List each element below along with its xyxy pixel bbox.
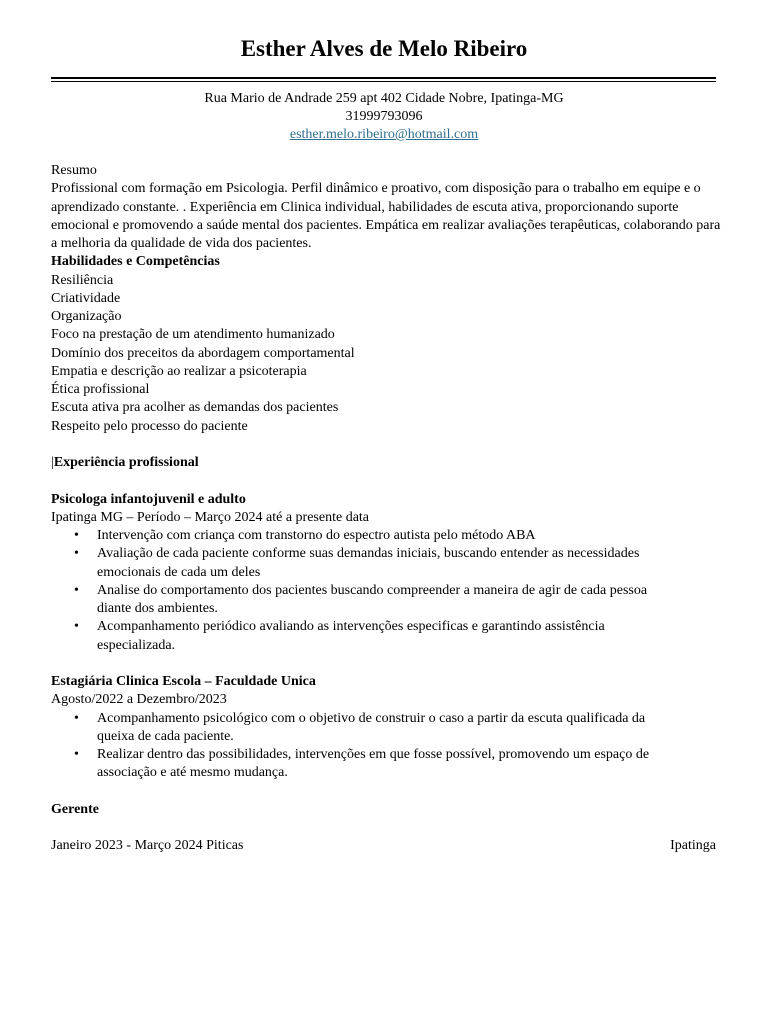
skill-item: Domínio dos preceitos da abordagem comportamental [51, 345, 355, 361]
job-meta: Agosto/2022 a Dezembro/2023 [51, 692, 227, 708]
skill-item: Foco na prestação de um atendimento humanizado [51, 327, 335, 343]
header-divider-thin [51, 81, 716, 82]
job-bullets [51, 710, 721, 783]
job-bullet: • Acompanhamento periódico avaliando as intervenções especificas e garantindo assistência especializada. [51, 618, 721, 655]
skill-item: Respeito pelo processo do paciente [51, 418, 248, 434]
email-line [0, 126, 768, 144]
job-meta-row [51, 837, 716, 855]
summary-text: Profissional com formação em Psicologia. Perfil dinâmico e proativo, com disposição para o trabalho em equipe e o aprendizado constante. . Experiência em Clinica individual, habilidades de escuta ativa, proporcionando suporte emocional e promovendo a saúde mental dos pacientes. Empática em realizar avaliações terapêuticas, colaborando para a melhoria da qualidade de vida dos pacientes. [51, 181, 721, 251]
job-bullet: • Analise do comportamento dos pacientes buscando compreender a maneira de agir de cada pessoa diante dos ambientes. [51, 582, 721, 619]
skill-item: Ética profissional [51, 382, 150, 397]
job-bullet: • Realizar dentro das possibilidades, intervenções em que fosse possível, promovendo um espaço de associação e até mesmo mudança. [51, 746, 721, 783]
skills-heading: Habilidades e Competências [51, 254, 220, 270]
job-bullet: • Avaliação de cada paciente conforme suas demandas iniciais, buscando entender as necessidades emocionais de cada um deles [51, 545, 721, 582]
skill-item: Escuta ativa pra acolher as demandas dos pacientes [51, 400, 339, 416]
experience-heading-prefix: | [51, 455, 54, 470]
phone: 31999793096 [345, 109, 423, 124]
job-meta: Janeiro 2023 - Março 2024 Piticas [51, 838, 244, 854]
job-title: Gerente [51, 801, 99, 817]
resume-body [51, 162, 721, 856]
email-link[interactable]: esther.melo.ribeiro@hotmail.com [289, 127, 479, 142]
job-meta: Ipatinga MG – Período – Março 2024 até a presente data [51, 509, 370, 525]
skill-item: Empatia e descrição ao realizar a psicoterapia [51, 363, 307, 379]
job-title: Estagiária Clinica Escola – Faculdade Unica [51, 674, 316, 689]
skill-item: Organização [51, 309, 122, 324]
job-bullet: • Acompanhamento psicológico com o objetivo de construir o caso a partir da escuta qualificada da queixa de cada paciente. [51, 710, 721, 747]
job-location: Ipatinga [670, 838, 716, 854]
candidate-name: Esther Alves de Melo Ribeiro [240, 36, 528, 61]
address: Rua Mario de Andrade 259 apt 402 Cidade Nobre, Ipatinga-MG [204, 91, 564, 106]
job-bullet: • Intervenção com criança com transtorno do espectro autista pelo método ABA [51, 527, 721, 545]
summary-heading: Resumo [51, 163, 97, 178]
experience-heading-text: Experiência profissional [53, 455, 199, 470]
header-divider [51, 77, 716, 79]
skill-item: Resiliência [51, 272, 114, 288]
skill-item: Criatividade [51, 290, 121, 306]
job-bullets [51, 527, 721, 655]
experience-heading [51, 454, 721, 472]
job-title: Psicologa infantojuvenil e adulto [51, 491, 246, 507]
